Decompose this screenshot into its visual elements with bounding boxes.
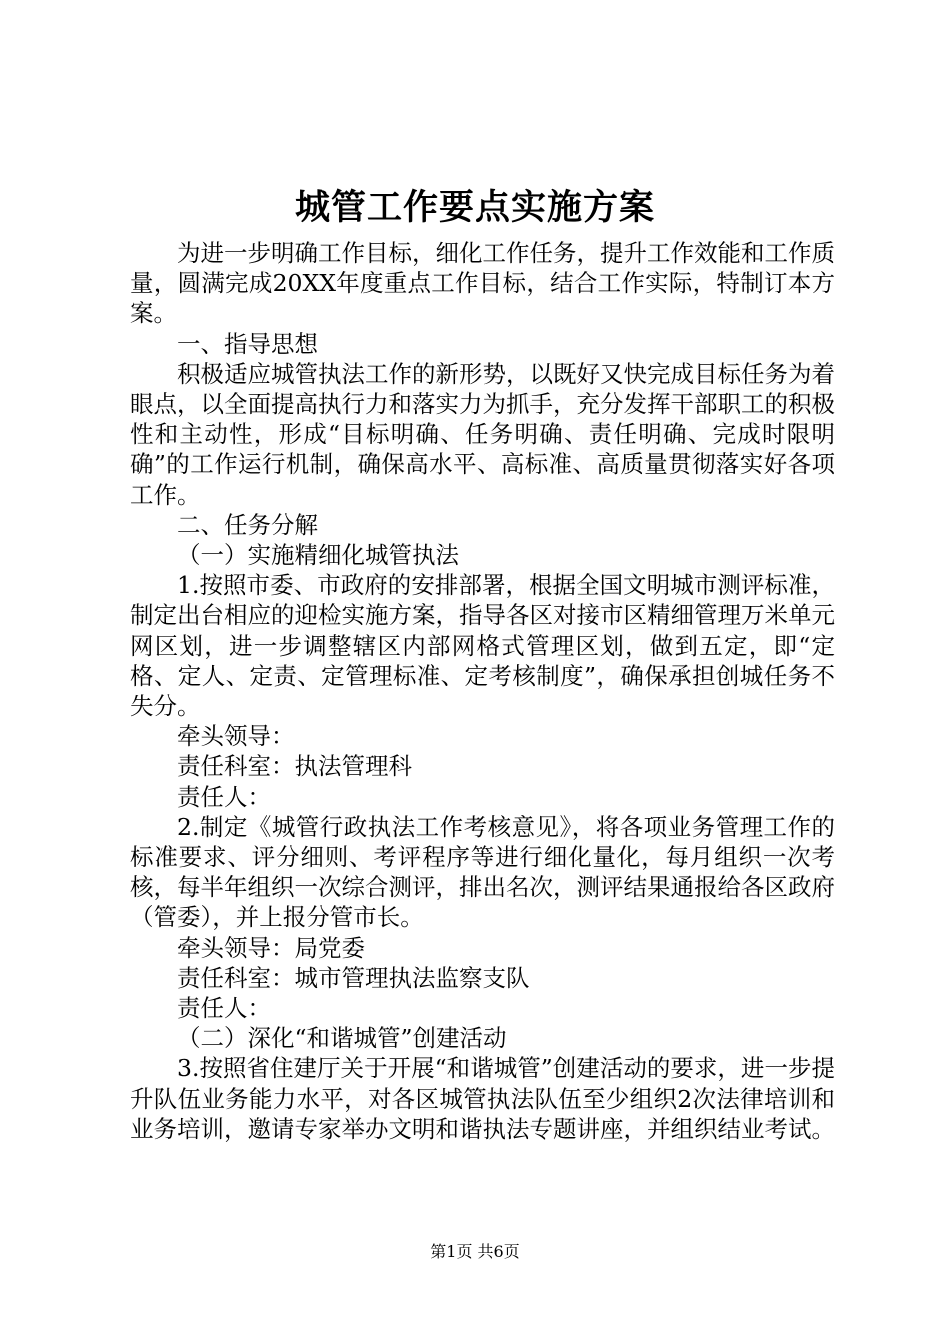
document-title: 城管工作要点实施方案 <box>294 187 655 228</box>
subheading-harmonious-management: （二）深化“和谐城管”创建活动 <box>177 1024 507 1053</box>
heading-task-breakdown: 二、任务分解 <box>177 510 318 539</box>
paragraph-task-1: 1.按照市委、市政府的安排部署，根据全国文明城市测评标准，制定出台相应的迎检实施方案，指导各区对接市区精细管理万米单元网区划，进一步调整辖区内部网格式管理区划，做到五定，即“定格、定人、定责、定管理标准、定考核制度”，确保承担创城任务不失分。 <box>130 571 835 721</box>
page-footer: 第1页 共6页 <box>430 1242 520 1261</box>
heading-guiding-thought: 一、指导思想 <box>177 329 318 358</box>
task-2-department: 责任科室：城市管理执法监察支队 <box>177 963 530 992</box>
paragraph-task-2: 2.制定《城管行政执法工作考核意见》，将各项业务管理工作的标准要求、评分细则、考评程序等进行细化量化，每月组织一次考核，每半年组织一次综合测评，排出名次，测评结果通报给各区政府（管委），并上报分管市长。 <box>130 812 835 932</box>
paragraph-task-3: 3.按照省住建厅关于开展“和谐城管”创建活动的要求，进一步提升队伍业务能力水平，对各区城管执法队伍至少组织2次法律培训和业务培训，邀请专家举办文明和谐执法专题讲座，并组织结业考试。 <box>130 1054 835 1143</box>
paragraph-guiding-thought: 积极适应城管执法工作的新形势，以既好又快完成目标任务为着眼点，以全面提高执行力和落实力为抓手，充分发挥干部职工的积极性和主动性，形成“目标明确、任务明确、责任明确、完成时限明确”的工作运行机制，确保高水平、高标准、高质量贯彻落实好各项工作。 <box>130 359 835 509</box>
document-body <box>130 238 835 1144</box>
paragraph-intro: 为进一步明确工作目标，细化工作任务，提升工作效能和工作质量，圆满完成20XX年度重点工作目标，结合工作实际，特制订本方案。 <box>130 239 835 328</box>
task-2-lead: 牵头领导：局党委 <box>177 933 365 962</box>
task-1-lead: 牵头领导： <box>177 722 295 751</box>
task-1-person: 责任人： <box>177 782 271 811</box>
task-1-department: 责任科室：执法管理科 <box>177 752 412 781</box>
subheading-refined-enforcement: （一）实施精细化城管执法 <box>177 541 459 570</box>
task-2-person: 责任人： <box>177 994 271 1023</box>
